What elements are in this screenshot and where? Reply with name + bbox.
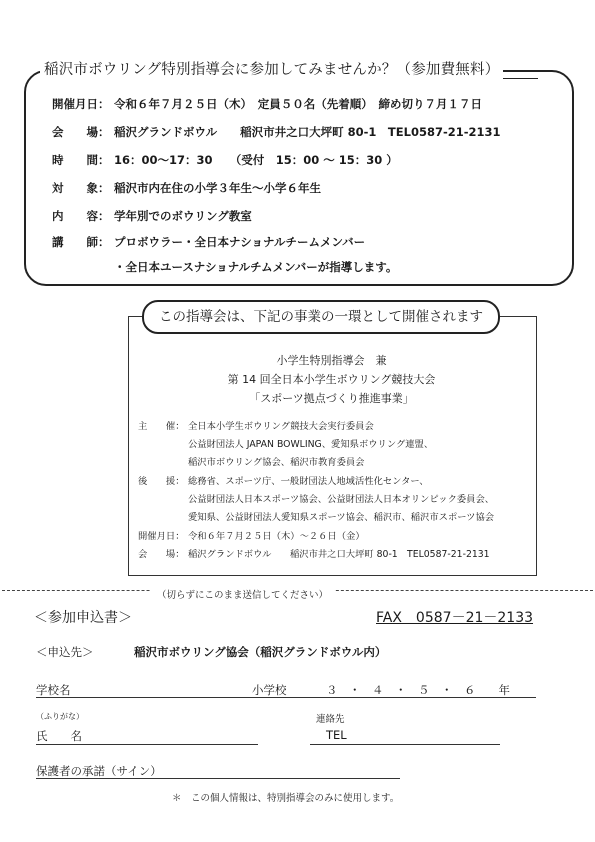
- instructor-value-2: ・全日本ユースナショナルチムメンバーが指導します。: [114, 260, 398, 274]
- page-title: 稲沢市ボウリング特別指導会に参加してみませんか？（参加費無料）: [40, 58, 503, 79]
- school-label: 学校名: [36, 683, 71, 697]
- guardian-label: 保護者の承諾（サイン）: [36, 764, 162, 778]
- venue-label: 会 場：: [52, 125, 110, 139]
- date-label: 開催月日：: [52, 97, 110, 111]
- tel-label: TEL: [326, 728, 347, 742]
- privacy-note: ＊ この個人情報は、特別指導会のみに使用します。: [172, 793, 400, 804]
- program-line-1: 小学生特別指導会 兼: [276, 354, 387, 367]
- date-row: [52, 96, 482, 112]
- program-banner: この指導会は、下記の事業の一環として開催されます: [142, 300, 500, 334]
- venue-value: 稲沢グランドボウル 稲沢市井之口大坪町 80-1 TEL0587-21-2131: [114, 125, 501, 139]
- program-line-2: 第 14 回全日本小学生ボウリング競技大会: [227, 373, 436, 386]
- target-label: 対 象：: [52, 181, 110, 195]
- instructor-row: [52, 234, 365, 250]
- target-row: [52, 180, 321, 196]
- school-suffix: 小学校: [252, 683, 287, 697]
- furigana-label: （ふりがな）: [36, 712, 84, 721]
- contact-label: 連絡先: [316, 714, 345, 725]
- support-label: 後 援：: [138, 476, 185, 487]
- support-line-2: 公益財団法人日本スポーツ協会、公益財団法人日本オリンピック委員会、: [188, 494, 495, 505]
- school-field-line[interactable]: [36, 697, 536, 698]
- grade-options[interactable]: ３ ・ ４ ・ ５ ・ ６ 年: [326, 683, 510, 697]
- apply-to-label: ＜申込先＞: [36, 645, 94, 659]
- tel-field-line[interactable]: [310, 744, 500, 745]
- time-label: 時 間：: [52, 153, 110, 167]
- program-venue-value: 稲沢グランドボウル 稲沢市井之口大坪町 80-1 TEL0587-21-2131: [188, 549, 490, 560]
- target-value: 稲沢市内在住の小学３年生～小学６年生: [114, 181, 321, 195]
- host-line-2: 公益財団法人 JAPAN BOWLING、愛知県ボウリング連盟、: [188, 439, 434, 450]
- apply-to-value: 稲沢市ボウリング協会（稲沢グランドボウル内）: [134, 645, 387, 659]
- instructor-value: プロボウラー・全日本ナショナルチームメンバー: [114, 235, 366, 249]
- fax-number: FAX 0587－21－2133: [376, 610, 534, 626]
- host-line-1: 全日本小学生ボウリング競技大会実行委員会: [188, 421, 374, 432]
- time-value: 16：00～17：30 （受付 15：00 ～ 15：30 ）: [114, 153, 398, 167]
- program-date-label: 開催月日：: [138, 531, 185, 542]
- host-line-3: 稲沢市ボウリング協会、稲沢市教育委員会: [188, 457, 365, 468]
- date-value: 令和６年７月２５日（木） 定員５０名（先着順） 締め切り７月１７日: [114, 97, 482, 111]
- name-label: 氏 名: [36, 729, 82, 743]
- name-field-line[interactable]: [36, 744, 258, 745]
- host-label: 主 催：: [138, 421, 185, 432]
- venue-row: [52, 124, 501, 140]
- program-venue-label: 会 場：: [138, 549, 185, 560]
- guardian-field-line[interactable]: [36, 778, 400, 779]
- content-row: [52, 208, 252, 224]
- form-title: ＜参加申込書＞: [34, 610, 132, 626]
- content-value: 学年別でのボウリング教室: [114, 209, 252, 223]
- content-label: 内 容：: [52, 209, 110, 223]
- no-cut-note: （切らずにこのまま送信してください）: [151, 587, 334, 601]
- support-line-3: 愛知県、公益財団法人愛知県スポーツ協会、稲沢市、稲沢市スポーツ協会: [188, 512, 495, 523]
- instructor-row-2: [114, 259, 397, 275]
- program-date-value: 令和６年７月２５日（木）～２６日（金）: [188, 531, 365, 542]
- time-row: [52, 152, 398, 168]
- program-line-3: 「スポーツ拠点づくり推進事業」: [249, 392, 414, 405]
- instructor-label: 講 師：: [52, 235, 110, 249]
- support-line-1: 総務省、スポーツ庁、一般財団法人地域活性化センター、: [188, 476, 429, 487]
